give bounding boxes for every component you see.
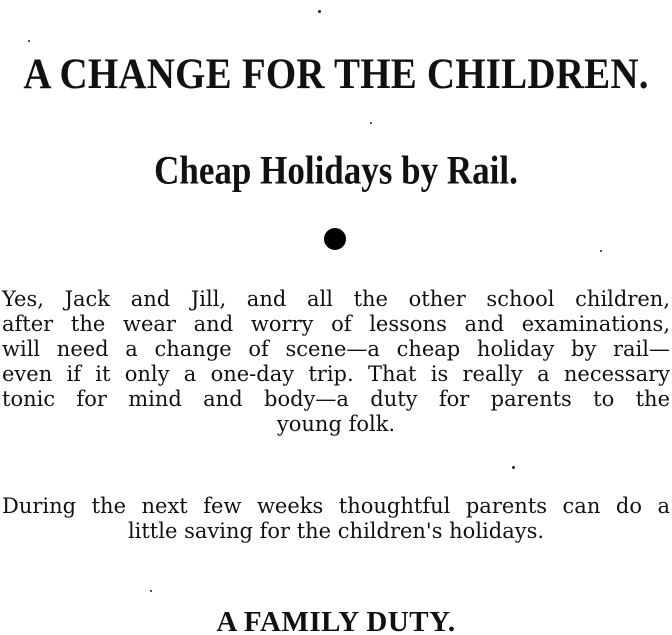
print-speck <box>150 590 152 592</box>
paragraph-2-line: During the next few weeks thoughtful parents can do a <box>2 494 670 518</box>
paragraph-1-line: young folk. <box>276 412 396 436</box>
print-speck <box>318 10 321 13</box>
paragraph-2 <box>2 494 670 544</box>
paragraph-1-line: even if it only a one-day trip. That is really a necessary <box>2 362 670 386</box>
article-subheadline: Cheap Holidays by Rail. <box>154 147 518 193</box>
paragraph-2-line: little saving for the children's holidays. <box>127 519 545 543</box>
separator-dot <box>324 228 346 250</box>
print-speck <box>512 466 515 469</box>
paragraph-1-line: after the wear and worry of lessons and examinations, <box>2 312 670 336</box>
print-speck <box>370 122 372 124</box>
paragraph-1-line: will need a change of scene—a cheap holiday by rail— <box>2 337 670 361</box>
paragraph-1-line: tonic for mind and body—a duty for parents to the <box>2 387 670 411</box>
paragraph-1-line: Yes, Jack and Jill, and all the other school children, <box>2 287 670 311</box>
article-headline: A CHANGE FOR THE CHILDREN. <box>23 49 649 98</box>
print-speck <box>28 40 30 42</box>
print-speck <box>600 250 602 252</box>
section-heading: A FAMILY DUTY. <box>216 606 456 635</box>
paragraph-1 <box>2 287 670 437</box>
